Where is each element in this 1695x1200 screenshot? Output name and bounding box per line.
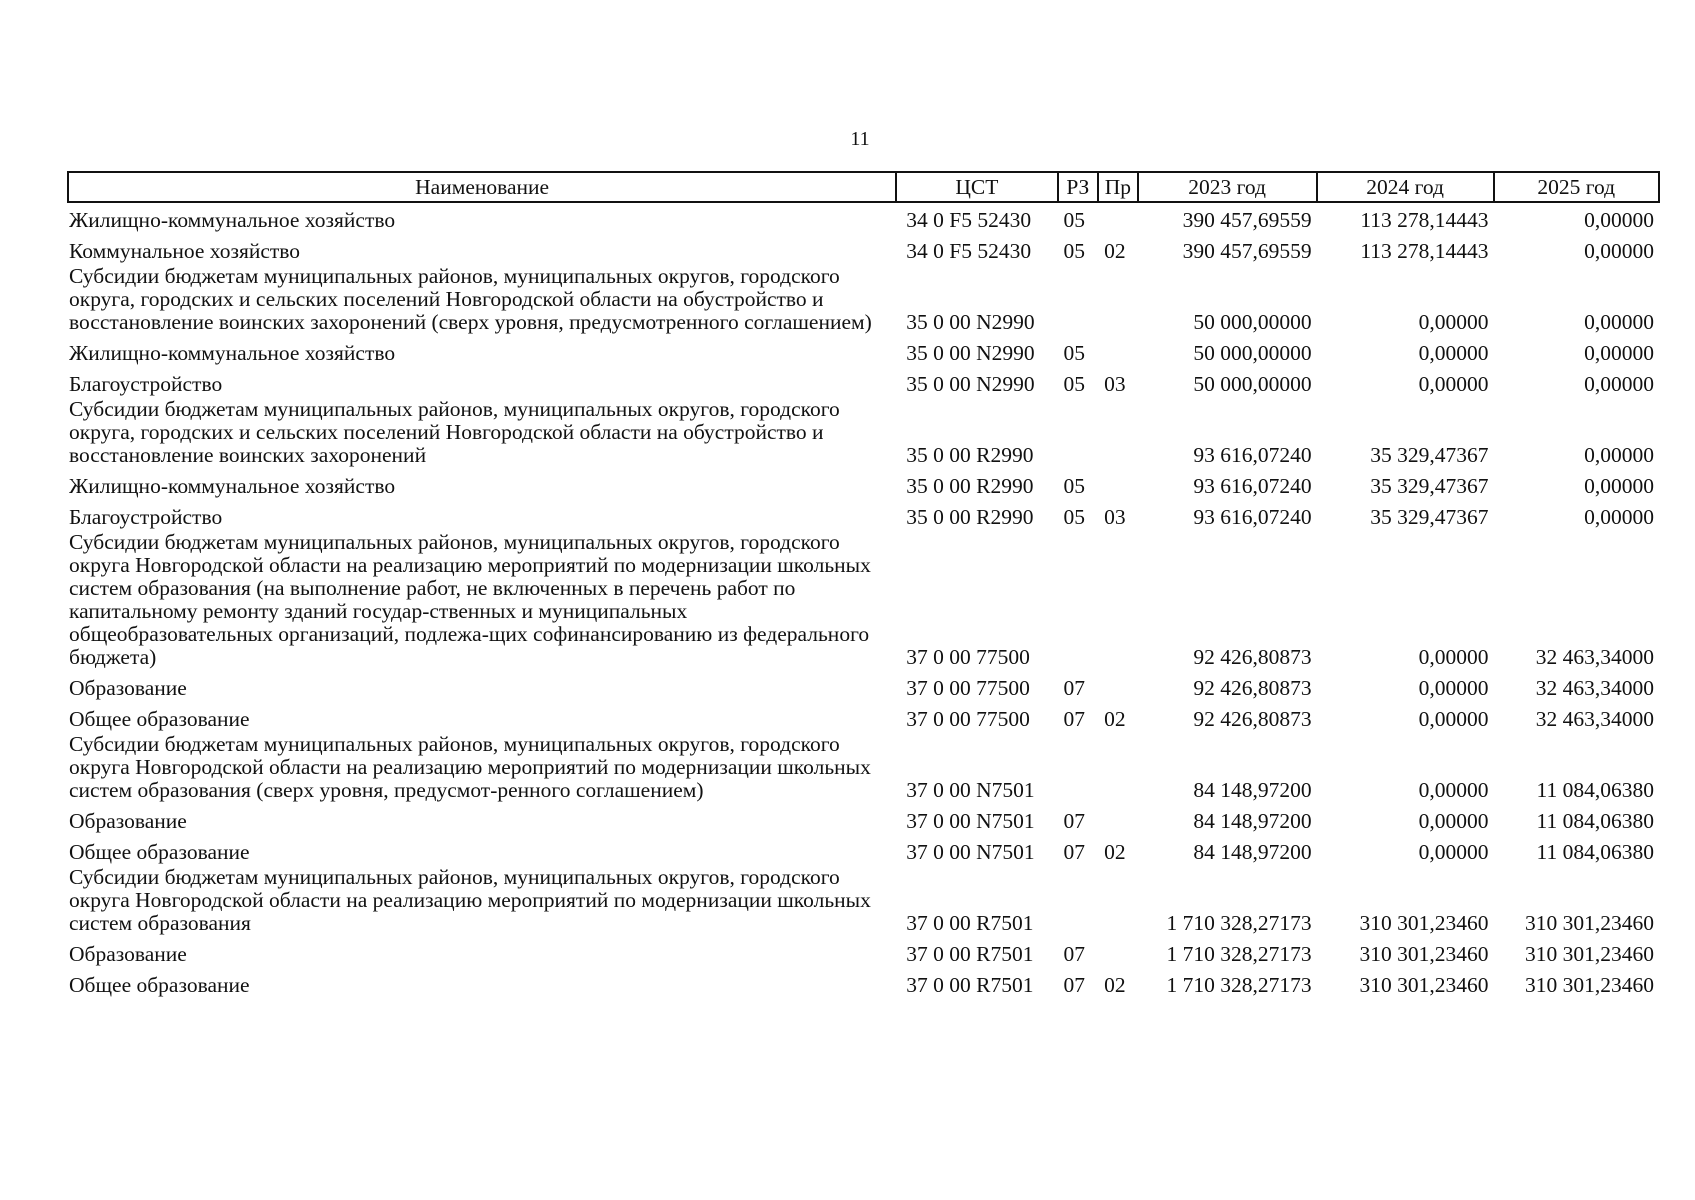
table-row bbox=[68, 733, 1659, 804]
cell-2023: 84 148,97200 bbox=[1193, 840, 1312, 864]
cell-pr: 03 bbox=[1104, 372, 1126, 396]
cell-2025: 310 301,23460 bbox=[1525, 973, 1654, 997]
cell-2023: 50 000,00000 bbox=[1193, 341, 1312, 365]
cell-pr bbox=[1098, 671, 1138, 702]
cell-2024: 113 278,14443 bbox=[1360, 208, 1489, 232]
cell-2025: 310 301,23460 bbox=[1525, 942, 1654, 966]
cell-pr: 02 bbox=[1104, 973, 1126, 997]
cell-name: Жилищно-коммунальное хозяйство bbox=[69, 341, 396, 365]
cell-name: Образование bbox=[69, 676, 187, 700]
budget-table bbox=[67, 171, 1660, 999]
cell-pr: 02 bbox=[1104, 840, 1126, 864]
cell-name: Общее образование bbox=[69, 973, 250, 997]
table-row bbox=[68, 835, 1659, 866]
cell-2023: 93 616,07240 bbox=[1193, 505, 1312, 529]
cell-2024: 0,00000 bbox=[1418, 809, 1489, 833]
cell-cst: 35 0 00 N2990 bbox=[906, 310, 1035, 334]
col-header-rz: РЗ bbox=[1058, 172, 1099, 202]
cell-rz bbox=[1058, 733, 1099, 804]
cell-cst: 37 0 00 77500 bbox=[906, 707, 1030, 731]
cell-2025: 0,00000 bbox=[1584, 239, 1654, 263]
cell-2024: 310 301,23460 bbox=[1359, 911, 1489, 935]
col-header-2025: 2025 год bbox=[1494, 172, 1659, 202]
cell-cst: 35 0 00 N2990 bbox=[906, 372, 1035, 396]
cell-2025: 11 084,06380 bbox=[1536, 778, 1654, 802]
cell-cst: 37 0 00 R7501 bbox=[906, 942, 1034, 966]
cell-2023: 92 426,80873 bbox=[1193, 645, 1312, 669]
cell-name: Субсидии бюджетам муниципальных районов, муниципальных округов, городского округа Новгородской области на реализацию мероприятий по модернизации школьных систем образования (на выполнение работ, не включенных в перечень работ по капитальному ремонту зданий государ-ственных и муниципальных общеобразовательных организаций, подлежа-щих софинансированию из федерального бюджета) bbox=[69, 530, 871, 669]
cell-name: Общее образование bbox=[69, 840, 250, 864]
cell-name: Субсидии бюджетам муниципальных районов, муниципальных округов, городского округа Новгородской области на реализацию мероприятий по модернизации школьных систем образования bbox=[69, 865, 871, 935]
cell-2023: 92 426,80873 bbox=[1193, 676, 1312, 700]
cell-2025: 0,00000 bbox=[1584, 310, 1654, 334]
cell-pr bbox=[1098, 202, 1138, 234]
table-row bbox=[68, 500, 1659, 531]
cell-pr: 02 bbox=[1104, 239, 1126, 263]
table-row bbox=[68, 531, 1659, 671]
cell-cst: 37 0 00 N7501 bbox=[906, 840, 1035, 864]
cell-2025: 0,00000 bbox=[1584, 372, 1654, 396]
cell-rz bbox=[1058, 866, 1099, 937]
cell-2024: 35 329,47367 bbox=[1370, 443, 1489, 467]
cell-cst: 37 0 00 N7501 bbox=[906, 809, 1035, 833]
cell-rz: 07 bbox=[1063, 809, 1086, 833]
table-row bbox=[68, 937, 1659, 968]
cell-cst: 35 0 00 R2990 bbox=[906, 474, 1034, 498]
cell-pr bbox=[1098, 531, 1138, 671]
cell-cst: 37 0 00 R7501 bbox=[906, 911, 1034, 935]
cell-2023: 92 426,80873 bbox=[1193, 707, 1312, 731]
cell-pr bbox=[1098, 866, 1138, 937]
cell-rz: 05 bbox=[1063, 239, 1086, 263]
table-row bbox=[68, 336, 1659, 367]
cell-rz: 07 bbox=[1063, 840, 1086, 864]
cell-2024: 0,00000 bbox=[1418, 676, 1489, 700]
cell-cst: 35 0 00 R2990 bbox=[906, 505, 1034, 529]
cell-2025: 11 084,06380 bbox=[1536, 840, 1654, 864]
cell-2024: 0,00000 bbox=[1418, 840, 1489, 864]
cell-2024: 113 278,14443 bbox=[1360, 239, 1489, 263]
cell-pr bbox=[1098, 804, 1138, 835]
cell-2024: 0,00000 bbox=[1418, 372, 1489, 396]
cell-name: Образование bbox=[69, 942, 187, 966]
cell-pr bbox=[1098, 398, 1138, 469]
table-row bbox=[68, 367, 1659, 398]
table-row bbox=[68, 469, 1659, 500]
cell-cst: 35 0 00 N2990 bbox=[906, 341, 1035, 365]
cell-rz: 05 bbox=[1063, 208, 1086, 232]
table-row bbox=[68, 234, 1659, 265]
cell-2023: 1 710 328,27173 bbox=[1166, 942, 1312, 966]
table-row bbox=[68, 702, 1659, 733]
cell-2023: 84 148,97200 bbox=[1193, 809, 1312, 833]
cell-name: Субсидии бюджетам муниципальных районов, муниципальных округов, городского округа Новгородской области на реализацию мероприятий по модернизации школьных систем образования (сверх уровня, предусмот-ренного соглашением) bbox=[69, 732, 871, 802]
table-header bbox=[68, 172, 1659, 202]
cell-rz: 05 bbox=[1063, 505, 1086, 529]
cell-2025: 0,00000 bbox=[1584, 341, 1654, 365]
table-row bbox=[68, 804, 1659, 835]
cell-2024: 310 301,23460 bbox=[1359, 942, 1489, 966]
table-row bbox=[68, 202, 1659, 234]
cell-pr bbox=[1098, 265, 1138, 336]
table-body bbox=[68, 202, 1659, 999]
cell-2023: 1 710 328,27173 bbox=[1166, 911, 1312, 935]
cell-name: Субсидии бюджетам муниципальных районов, муниципальных округов, городского округа, городских и сельских поселений Новгородской области на обустройство и восстановление воинских захоронений bbox=[69, 397, 840, 467]
cell-2023: 84 148,97200 bbox=[1193, 778, 1312, 802]
cell-pr bbox=[1098, 336, 1138, 367]
cell-2025: 11 084,06380 bbox=[1536, 809, 1654, 833]
table-row bbox=[68, 671, 1659, 702]
table-row bbox=[68, 398, 1659, 469]
cell-name: Жилищно-коммунальное хозяйство bbox=[69, 208, 396, 232]
cell-2024: 0,00000 bbox=[1418, 645, 1489, 669]
cell-rz: 07 bbox=[1063, 707, 1086, 731]
col-header-pr: Пр bbox=[1098, 172, 1138, 202]
cell-rz: 05 bbox=[1063, 341, 1086, 365]
cell-cst: 37 0 00 77500 bbox=[906, 645, 1030, 669]
cell-name: Благоустройство bbox=[69, 505, 223, 529]
cell-pr bbox=[1098, 469, 1138, 500]
cell-rz: 07 bbox=[1063, 676, 1086, 700]
cell-rz bbox=[1058, 398, 1099, 469]
cell-rz: 05 bbox=[1063, 372, 1086, 396]
cell-2025: 0,00000 bbox=[1584, 474, 1654, 498]
cell-rz bbox=[1058, 531, 1099, 671]
cell-2024: 0,00000 bbox=[1418, 707, 1489, 731]
cell-2023: 390 457,69559 bbox=[1182, 239, 1312, 263]
table-row bbox=[68, 265, 1659, 336]
header-row bbox=[68, 172, 1659, 202]
cell-name: Субсидии бюджетам муниципальных районов, муниципальных округов, городского округа, городских и сельских поселений Новгородской области на обустройство и восстановление воинских захоронений (сверх уровня, предусмотренного соглашением) bbox=[69, 264, 872, 334]
cell-2025: 0,00000 bbox=[1584, 505, 1654, 529]
cell-2024: 310 301,23460 bbox=[1359, 973, 1489, 997]
cell-2023: 50 000,00000 bbox=[1193, 372, 1312, 396]
cell-name: Жилищно-коммунальное хозяйство bbox=[69, 474, 396, 498]
col-header-name: Наименование bbox=[68, 172, 896, 202]
cell-pr: 03 bbox=[1104, 505, 1126, 529]
cell-cst: 34 0 F5 52430 bbox=[906, 239, 1032, 263]
cell-name: Коммунальное хозяйство bbox=[69, 239, 301, 263]
cell-cst: 37 0 00 77500 bbox=[906, 676, 1030, 700]
page-number: 11 bbox=[850, 128, 870, 150]
cell-2025: 310 301,23460 bbox=[1525, 911, 1654, 935]
cell-rz: 07 bbox=[1063, 973, 1086, 997]
cell-2024: 0,00000 bbox=[1418, 341, 1489, 365]
cell-rz bbox=[1058, 265, 1099, 336]
cell-cst: 37 0 00 N7501 bbox=[906, 778, 1035, 802]
cell-2023: 93 616,07240 bbox=[1193, 474, 1312, 498]
cell-name: Общее образование bbox=[69, 707, 250, 731]
cell-cst: 35 0 00 R2990 bbox=[906, 443, 1034, 467]
cell-name: Благоустройство bbox=[69, 372, 223, 396]
cell-2024: 0,00000 bbox=[1418, 778, 1489, 802]
table-row bbox=[68, 866, 1659, 937]
cell-2025: 0,00000 bbox=[1584, 208, 1654, 232]
cell-2023: 93 616,07240 bbox=[1193, 443, 1312, 467]
cell-rz: 05 bbox=[1063, 474, 1086, 498]
col-header-2023: 2023 год bbox=[1138, 172, 1317, 202]
cell-rz: 07 bbox=[1063, 942, 1086, 966]
col-header-2024: 2024 год bbox=[1317, 172, 1494, 202]
cell-2023: 50 000,00000 bbox=[1193, 310, 1312, 334]
cell-2025: 32 463,34000 bbox=[1535, 676, 1654, 700]
cell-cst: 37 0 00 R7501 bbox=[906, 973, 1034, 997]
cell-cst: 34 0 F5 52430 bbox=[906, 208, 1032, 232]
cell-2025: 0,00000 bbox=[1584, 443, 1654, 467]
cell-pr bbox=[1098, 733, 1138, 804]
col-header-cst: ЦСТ bbox=[896, 172, 1057, 202]
cell-2023: 1 710 328,27173 bbox=[1166, 973, 1312, 997]
cell-2024: 0,00000 bbox=[1418, 310, 1489, 334]
cell-2025: 32 463,34000 bbox=[1535, 707, 1654, 731]
cell-2024: 35 329,47367 bbox=[1370, 505, 1489, 529]
cell-pr bbox=[1098, 937, 1138, 968]
cell-2023: 390 457,69559 bbox=[1182, 208, 1312, 232]
cell-pr: 02 bbox=[1104, 707, 1126, 731]
table-row bbox=[68, 968, 1659, 999]
cell-2024: 35 329,47367 bbox=[1370, 474, 1489, 498]
cell-2025: 32 463,34000 bbox=[1535, 645, 1654, 669]
cell-name: Образование bbox=[69, 809, 187, 833]
